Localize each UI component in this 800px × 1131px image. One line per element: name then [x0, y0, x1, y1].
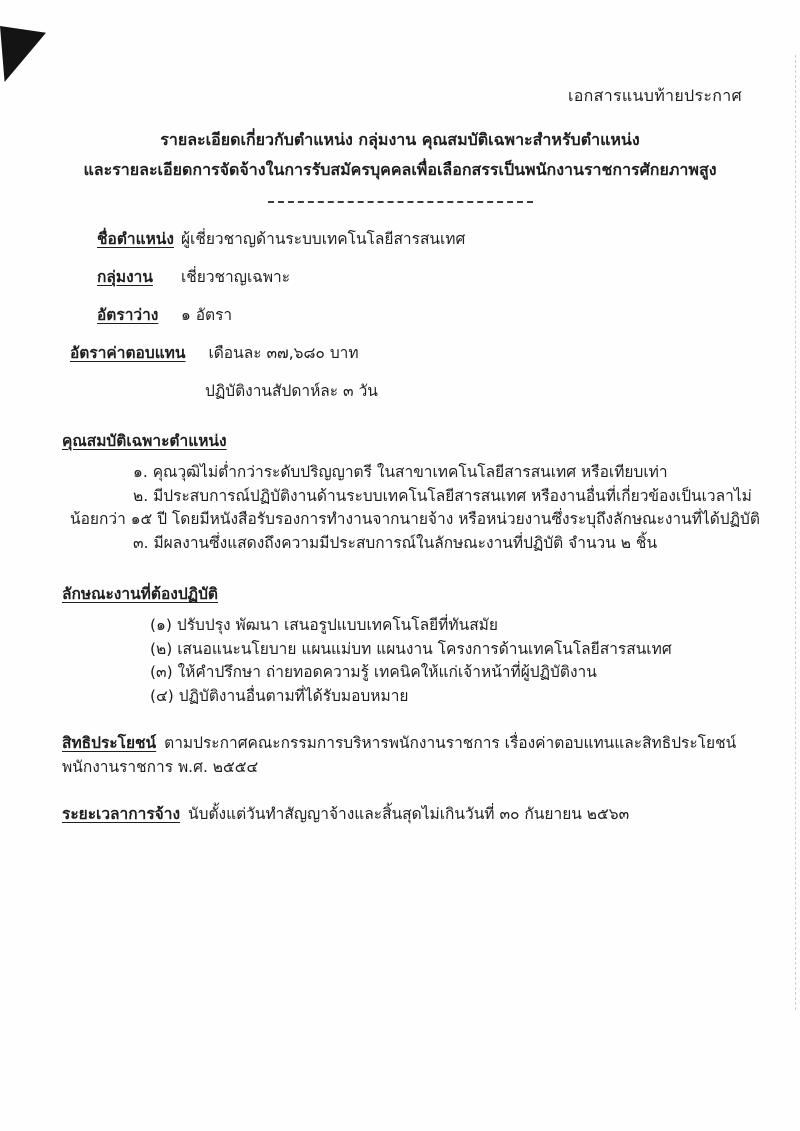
benefits-label: สิทธิประโยชน์ [62, 734, 157, 752]
qualifications-heading: คุณสมบัติเฉพาะตำแหน่ง [62, 432, 227, 450]
title-line-1: รายละเอียดเกี่ยวกับตำแหน่ง กลุ่มงาน คุณสมบัติเฉพาะสำหรับตำแหน่ง [160, 130, 640, 149]
field-value: เดือนละ ๓๗,๖๘๐ บาท [208, 344, 359, 362]
duties-section [0, 581, 800, 708]
title-line-2: และรายละเอียดการจัดจ้างในการรับสมัครบุคคลเพื่อเลือกสรรเป็นพนักงานราชการศักยภาพสูง [83, 160, 717, 179]
field-label: ชื่อตำแหน่ง [97, 230, 174, 248]
field-position-name [97, 229, 800, 250]
field-vacancy [97, 305, 800, 326]
duty-item: (๑) ปรับปรุง พัฒนา เสนอรูปแบบเทคโนโลยีที่ทันสมัย [150, 616, 498, 634]
field-work-group [97, 267, 800, 288]
qualification-item: ๒. มีประสบการณ์ปฏิบัติงานด้านระบบเทคโนโลยีสารสนเทศ หรืองานอื่นที่เกี่ยวข้องเป็นเวลาไม่น้อยกว่า ๑๕ ปี โดยมีหนังสือรับรองการทำงานจากนายจ้าง หรือหน่วยงานซึ่งระบุถึงลักษณะงานที่ได้ปฏิบัติ [70, 486, 760, 528]
qualifications-section [0, 428, 800, 555]
document-corner-note: เอกสารแนบท้ายประกาศ [568, 86, 742, 105]
employment-period-label: ระยะเวลาการจ้าง [62, 805, 181, 823]
separator-dashed-line [268, 201, 533, 203]
qualification-item: ๓. มีผลงานซึ่งแสดงถึงความมีประสบการณ์ในลักษณะงานที่ปฏิบัติ จำนวน ๒ ชิ้น [133, 533, 658, 552]
field-value: ๑ อัตรา [180, 306, 233, 324]
employment-period-text: นับตั้งแต่วันทำสัญญาจ้างและสิ้นสุดไม่เกินวันที่ ๓๐ กันยายน ๒๕๖๓ [188, 805, 630, 823]
duty-item: (๓) ให้คำปรึกษา ถ่ายทอดความรู้ เทคนิคให้แก่เจ้าหน้าที่ผู้ปฏิบัติงาน [150, 663, 597, 681]
benefits-paragraph [62, 732, 740, 779]
duties-heading: ลักษณะงานที่ต้องปฏิบัติ [62, 585, 218, 603]
field-label: กลุ่มงาน [97, 268, 153, 286]
benefits-text: ตามประกาศคณะกรรมการบริหารพนักงานราชการ เรื่องค่าตอบแทนและสิทธิประโยชน์พนักงานราชการ พ.ศ. ๒๕๕๔ [62, 734, 737, 776]
scan-edge-dashed-line-artifact [795, 55, 796, 1010]
field-label: อัตราว่าง [97, 306, 159, 324]
document-title [0, 125, 800, 185]
field-label: อัตราค่าตอบแทน [70, 344, 186, 362]
field-value: ผู้เชี่ยวชาญด้านระบบเทคโนโลยีสารสนเทศ [180, 230, 466, 248]
position-fields [0, 229, 800, 402]
field-value: เชี่ยวชาญเฉพาะ [180, 268, 291, 286]
employment-period-paragraph [62, 803, 740, 827]
duty-item: (๒) เสนอแนะนโยบาย แผนแม่บท แผนงาน โครงการด้านเทคโนโลยีสารสนเทศ [150, 639, 672, 658]
field-compensation-note: ปฏิบัติงานสัปดาห์ละ ๓ วัน [205, 382, 378, 400]
field-compensation [70, 343, 800, 364]
duty-item: (๔) ปฏิบัติงานอื่นตามที่ได้รับมอบหมาย [150, 686, 409, 705]
qualification-item: ๑. คุณวุฒิไม่ต่ำกว่าระดับปริญญาตรี ในสาขาเทคโนโลยีสารสนเทศ หรือเทียบเท่า [133, 463, 668, 481]
